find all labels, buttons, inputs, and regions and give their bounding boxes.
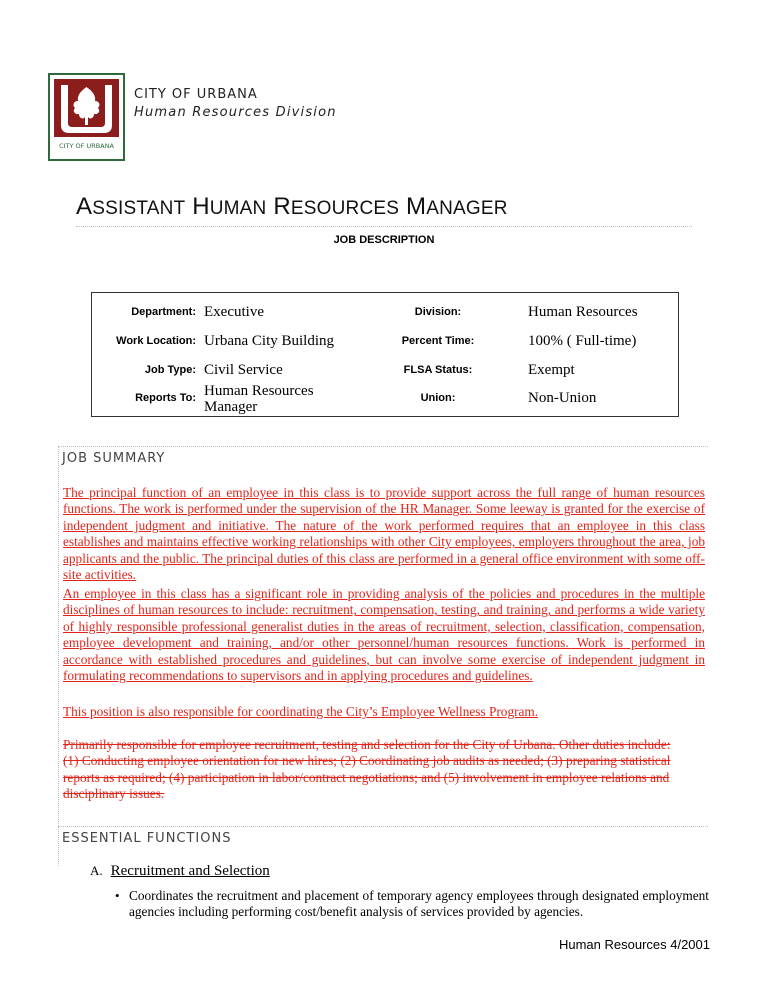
subsection-recruitment bbox=[90, 863, 270, 880]
reports-to-label: Reports To: bbox=[135, 392, 196, 404]
info-row-reports-to bbox=[92, 381, 678, 415]
union-value: Non-Union bbox=[528, 390, 597, 406]
title-word: ASSISTANT bbox=[76, 193, 186, 220]
job-summary-sidebar bbox=[58, 446, 59, 866]
job-type-value: Civil Service bbox=[204, 362, 283, 378]
city-of-urbana-logo bbox=[48, 73, 125, 161]
title-divider bbox=[76, 226, 692, 227]
job-summary-divider bbox=[58, 446, 708, 447]
flsa-status-label: FLSA Status: bbox=[403, 364, 473, 376]
department-label: Department: bbox=[131, 306, 196, 318]
essential-functions-heading: ESSENTIAL FUNCTIONS bbox=[62, 831, 232, 846]
function-bullet: Coordinates the recruitment and placement of temporary agency employees through designated employment agencies including performing cost/benefit analysis of services provided by agencies. bbox=[129, 888, 709, 920]
work-location-value: Urbana City Building bbox=[204, 333, 334, 349]
union-label: Union: bbox=[420, 392, 456, 404]
subsection-title: Recruitment and Selection bbox=[110, 863, 270, 879]
org-header bbox=[134, 86, 337, 122]
title-word: MANAGER bbox=[406, 193, 508, 220]
job-type-label: Job Type: bbox=[144, 364, 196, 376]
info-row-location bbox=[92, 332, 678, 362]
page-title bbox=[76, 193, 508, 221]
title-word: HUMAN bbox=[192, 193, 267, 220]
department-value: Executive bbox=[204, 304, 264, 320]
percent-time-value: 100% ( Full-time) bbox=[528, 333, 637, 349]
summary-paragraph: This position is also responsible for coordinating the City’s Employee Wellness Program. bbox=[63, 704, 539, 719]
job-summary-heading: JOB SUMMARY bbox=[62, 451, 166, 466]
document-subtitle: JOB DESCRIPTION bbox=[333, 234, 435, 246]
org-division: Human Resources Division bbox=[134, 105, 337, 120]
reports-to-value: Human Resources Manager bbox=[204, 383, 314, 415]
subsection-letter: A. bbox=[90, 863, 103, 878]
summary-paragraph: The principal function of an employee in this class is to provide support across the full range of human resources functions. The work is performed under the supervision of the HR Manager. Some leeway is granted for the exercise of independent judgment and initiative. The nature of the work performed requires that an employee in this class establishes and maintains effective working relationships with other City employees, employers throughout the area, job applicants and the public. The principal duties of this class are performed in a general office environment with some off-site activities. bbox=[63, 485, 705, 583]
division-label: Division: bbox=[414, 306, 462, 318]
org-name: CITY OF URBANA bbox=[134, 87, 258, 102]
summary-paragraph: An employee in this class has a significant role in providing analysis of the policies and procedures in the multiple disciplines of human resources to include: recruitment, compensation, testing, and training, and performs a wide variety of highly responsible professional generalist duties in the areas of recruitment, selection, classification, compensation, employee development and training, and/or other personnel/human resources functions. Work is performed in accordance with established procedures and guidelines, but can involve some exercise of independent judgment in formulating recommendations to supervisors and in applying procedures and guidelines. bbox=[63, 586, 705, 684]
logo-text: CITY OF URBANA bbox=[59, 142, 114, 150]
essential-functions-divider bbox=[58, 826, 708, 827]
title-word: RESOURCES bbox=[273, 193, 400, 220]
percent-time-label: Percent Time: bbox=[401, 335, 475, 347]
info-row-department bbox=[92, 303, 678, 333]
bullet-icon: • bbox=[115, 888, 120, 903]
flsa-status-value: Exempt bbox=[528, 362, 575, 378]
division-value: Human Resources bbox=[528, 304, 638, 320]
footer-revision: Human Resources 4/2001 bbox=[558, 937, 710, 952]
work-location-label: Work Location: bbox=[116, 335, 196, 347]
summary-paragraph-struck: Primarily responsible for employee recruitment, testing and selection for the City of Urbana. Other duties include: (1) Conducting employee orientation for new hires; (2) Coordinating job audits as needed; (3) preparing statistical reports as required; (4) participation in labor/contract negotiations; and (5) involvement in employee relations and disciplinary issues. bbox=[63, 737, 671, 802]
job-info-table bbox=[91, 292, 679, 417]
